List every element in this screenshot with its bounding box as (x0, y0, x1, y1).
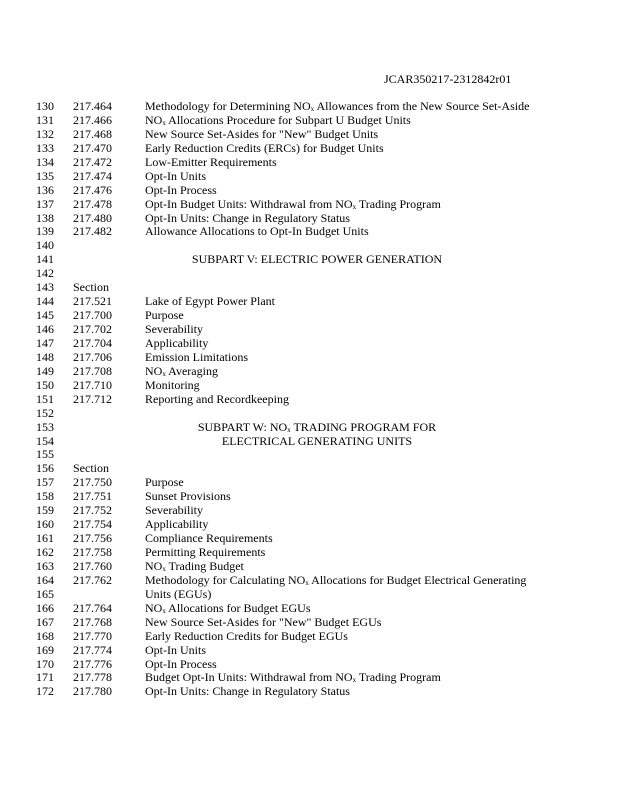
section-number: 217.760 (73, 558, 112, 573)
section-number: 217.756 (73, 531, 112, 546)
section-number: 217.758 (73, 545, 112, 559)
line-number: 150 (36, 377, 54, 392)
numbered-line (0, 156, 618, 170)
section-title: Opt-In Units: Change in Regulatory Status (145, 210, 350, 225)
section-title: Opt-In Units (145, 168, 206, 183)
numbered-line (0, 532, 618, 546)
numbered-line (0, 379, 618, 393)
numbered-line (0, 602, 618, 616)
numbered-line (0, 560, 618, 574)
numbered-line (0, 337, 618, 351)
subpart-heading: SUBPART W: $NO_x$ TRADING PROGRAM FOR (197, 419, 437, 434)
line-number: 154 (36, 433, 54, 448)
section-title: $NO_x$ Allocations for Budget EGUs (145, 600, 311, 615)
line-number: 162 (36, 545, 54, 559)
numbered-line (0, 658, 618, 672)
line-number: 158 (36, 489, 54, 504)
line-number: 153 (36, 419, 54, 434)
numbered-line (0, 616, 618, 630)
numbered-line (0, 574, 618, 588)
numbered-line (0, 490, 618, 504)
section-number: 217.776 (73, 656, 112, 671)
numbered-line (0, 128, 618, 142)
line-number: 133 (36, 140, 54, 155)
section-column-heading: Section (73, 461, 109, 476)
line-number: 143 (36, 280, 54, 295)
subpart-heading: SUBPART V: ELECTRIC POWER GENERATION (191, 252, 443, 267)
numbered-line (0, 644, 618, 658)
section-number: 217.466 (73, 112, 112, 127)
section-title: Budget Opt-In Units: Withdrawal from $NO_x$ Trading Program (145, 670, 441, 685)
numbered-line (0, 114, 618, 128)
numbered-line (0, 504, 618, 518)
line-number: 141 (36, 252, 54, 267)
numbered-line (0, 198, 618, 212)
line-number: 155 (36, 447, 54, 462)
numbered-line (0, 170, 618, 184)
section-number: 217.752 (73, 503, 112, 518)
section-number: 217.780 (73, 684, 112, 699)
line-number: 145 (36, 308, 54, 323)
line-number: 136 (36, 182, 54, 197)
line-number: 137 (36, 196, 54, 211)
line-number: 172 (36, 684, 54, 699)
line-number: 139 (36, 224, 54, 239)
section-title: Compliance Requirements (145, 531, 273, 546)
subpart-heading: ELECTRICAL GENERATING UNITS (221, 433, 413, 448)
section-number: 217.464 (73, 99, 112, 113)
section-number: 217.470 (73, 140, 112, 155)
section-column-heading: Section (73, 280, 109, 295)
numbered-line (0, 393, 618, 407)
section-title: Purpose (145, 475, 184, 490)
section-number: 217.702 (73, 322, 112, 336)
section-number: 217.774 (73, 642, 112, 657)
section-title: Early Reduction Credits for Budget EGUs (145, 628, 348, 643)
line-number: 140 (36, 238, 54, 253)
section-title: Methodology for Determining $NO_x$ Allowances from the New Source Set-Aside (145, 99, 530, 113)
section-title: Sunset Provisions (145, 489, 231, 504)
section-number: 217.704 (73, 335, 112, 350)
numbered-line (0, 588, 618, 602)
line-number: 164 (36, 572, 54, 587)
section-number: 217.480 (73, 210, 112, 225)
section-title: Severability (145, 503, 203, 518)
section-number: 217.751 (73, 489, 112, 504)
numbered-line (0, 225, 618, 239)
numbered-line (0, 462, 618, 476)
section-number: 217.482 (73, 224, 112, 239)
section-number: 217.700 (73, 308, 112, 323)
document-id: JCAR350217-2312842r01 (384, 72, 512, 86)
numbered-line (0, 546, 618, 560)
line-number: 152 (36, 405, 54, 420)
section-title: New Source Set-Asides for "New" Budget EGUs (145, 614, 382, 629)
numbered-line (0, 253, 618, 267)
numbered-line (0, 100, 618, 114)
numbered-line (0, 309, 618, 323)
section-number: 217.778 (73, 670, 112, 685)
line-number: 171 (36, 670, 54, 685)
line-number: 167 (36, 614, 54, 629)
section-number: 217.770 (73, 628, 112, 643)
numbered-line (0, 435, 618, 449)
line-number: 135 (36, 168, 54, 183)
section-title: Opt-In Units: Change in Regulatory Status (145, 684, 350, 699)
numbered-line (0, 323, 618, 337)
section-number: 217.768 (73, 614, 112, 629)
section-number: 217.706 (73, 349, 112, 364)
line-number: 142 (36, 266, 54, 281)
numbered-line (0, 212, 618, 226)
line-number: 148 (36, 349, 54, 364)
line-number: 163 (36, 558, 54, 573)
line-number: 130 (36, 99, 54, 113)
section-title: Early Reduction Credits (ERCs) for Budget Units (145, 140, 384, 155)
numbered-line (0, 421, 618, 435)
line-number: 161 (36, 531, 54, 546)
numbered-line (0, 630, 618, 644)
line-number: 157 (36, 475, 54, 490)
section-title: Opt-In Units (145, 642, 206, 657)
numbered-line (0, 671, 618, 685)
numbered-line (0, 184, 618, 198)
numbered-line (0, 685, 618, 699)
section-number: 217.468 (73, 126, 112, 141)
numbered-line (0, 448, 618, 462)
numbered-line (0, 267, 618, 281)
line-number: 146 (36, 322, 54, 336)
section-title: $NO_x$ Trading Budget (145, 558, 244, 573)
section-title: Emission Limitations (145, 349, 249, 364)
section-title: Reporting and Recordkeeping (145, 391, 289, 406)
section-title: New Source Set-Asides for "New" Budget Units (145, 126, 379, 141)
section-number: 217.708 (73, 363, 112, 378)
section-title: Opt-In Process (145, 656, 217, 671)
section-number: 217.476 (73, 182, 112, 197)
line-number: 170 (36, 656, 54, 671)
section-title: Lake of Egypt Power Plant (145, 294, 275, 309)
section-number: 217.472 (73, 154, 112, 169)
numbered-line (0, 476, 618, 490)
section-title: Permitting Requirements (145, 545, 266, 559)
line-number: 134 (36, 154, 54, 169)
section-title: Opt-In Process (145, 182, 217, 197)
section-number: 217.712 (73, 391, 112, 406)
section-number: 217.710 (73, 377, 112, 392)
section-title: Low-Emitter Requirements (145, 154, 277, 169)
line-number: 160 (36, 517, 54, 532)
numbered-line (0, 142, 618, 156)
section-number: 217.764 (73, 600, 112, 615)
line-number: 138 (36, 210, 54, 225)
numbered-line (0, 351, 618, 365)
section-title: Methodology for Calculating $NO_x$ Allocations for Budget Electrical Generating (145, 572, 527, 587)
line-number: 165 (36, 586, 54, 601)
line-number: 149 (36, 363, 54, 378)
section-title: Opt-In Budget Units: Withdrawal from $NO_x$ Trading Program (145, 196, 441, 211)
numbered-line (0, 407, 618, 421)
section-number: 217.474 (73, 168, 112, 183)
line-number: 156 (36, 461, 54, 476)
section-title: Monitoring (145, 377, 200, 392)
section-title: Applicability (145, 335, 209, 350)
line-number: 132 (36, 126, 54, 141)
section-number: 217.754 (73, 517, 112, 532)
numbered-line (0, 281, 618, 295)
line-number: 159 (36, 503, 54, 518)
line-number: 144 (36, 294, 54, 309)
section-title: Allowance Allocations to Opt-In Budget Units (145, 224, 369, 239)
section-title: $NO_x$ Allocations Procedure for Subpart U Budget Units (145, 112, 411, 127)
section-number: 217.762 (73, 572, 112, 587)
section-title: Units (EGUs) (145, 586, 212, 601)
numbered-line (0, 365, 618, 379)
section-number: 217.478 (73, 196, 112, 211)
section-title: $NO_x$ Averaging (145, 363, 218, 378)
section-title: Applicability (145, 517, 209, 532)
line-number: 166 (36, 600, 54, 615)
section-title: Severability (145, 322, 203, 336)
line-number: 131 (36, 112, 54, 127)
section-number: 217.750 (73, 475, 112, 490)
numbered-line (0, 518, 618, 532)
numbered-line (0, 295, 618, 309)
line-numbered-table-of-contents (0, 100, 618, 699)
line-number: 168 (36, 628, 54, 643)
section-number: 217.521 (73, 294, 112, 309)
line-number: 147 (36, 335, 54, 350)
line-number: 151 (36, 391, 54, 406)
section-title: Purpose (145, 308, 184, 323)
line-number: 169 (36, 642, 54, 657)
